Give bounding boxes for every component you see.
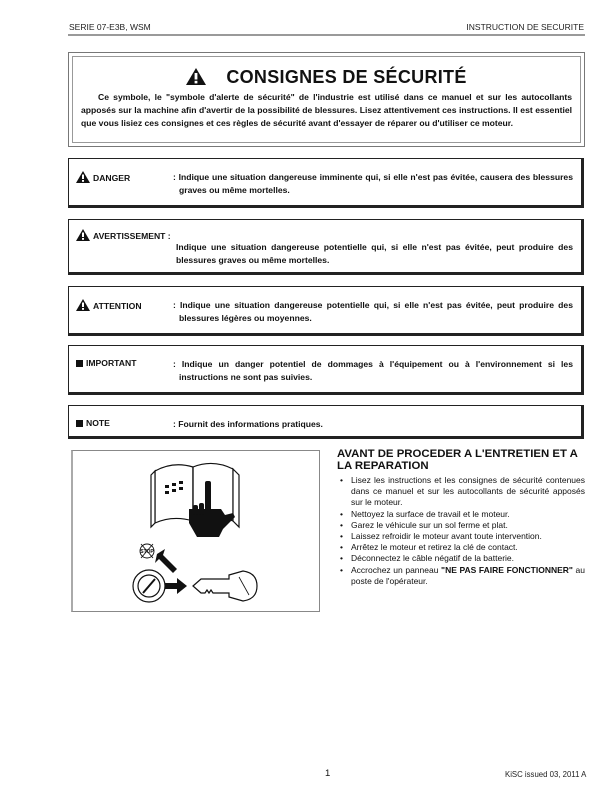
illustration-box bbox=[71, 450, 320, 612]
safety-alert-triangle-icon bbox=[186, 68, 206, 90]
maintenance-illustration bbox=[73, 451, 319, 611]
square-bullet-icon bbox=[76, 420, 83, 427]
maintenance-checklist bbox=[337, 475, 585, 587]
list-item-text: Accrochez un panneau bbox=[351, 564, 442, 575]
safety-intro-inner-frame bbox=[72, 56, 581, 143]
hazard-description: : Indique une situation dangereuse potentielle qui, si elle n'est pas évitée, peut produire des blessures légères ou moyennes. bbox=[173, 300, 573, 323]
hazard-box-caution bbox=[68, 286, 584, 336]
hazard-label-text: AVERTISSEMENT : bbox=[93, 231, 171, 241]
hazard-box-danger bbox=[68, 158, 584, 208]
list-item: • Arrêtez le moteur et retirez la clé de contact. bbox=[337, 542, 585, 553]
warning-triangle-icon bbox=[76, 171, 90, 185]
header-series: SERIE 07-E3B, WSM bbox=[69, 22, 151, 32]
hazard-text-warning: Indique une situation dangereuse potentielle qui, si elle n'est pas évitée, peut produire des blessures graves ou même mortelles. bbox=[176, 242, 573, 265]
warning-triangle-icon bbox=[76, 299, 90, 313]
square-bullet-icon bbox=[76, 360, 83, 367]
hazard-box-note bbox=[68, 405, 584, 439]
key-icon bbox=[193, 571, 257, 601]
list-item: • Nettoyez la surface de travail et le moteur. bbox=[337, 509, 585, 520]
page-number: 1 bbox=[325, 768, 331, 779]
page-title bbox=[73, 67, 580, 90]
hazard-label-text: ATTENTION bbox=[93, 301, 142, 311]
do-not-operate-label: "NE PAS FAIRE FONCTIONNER" bbox=[441, 564, 573, 575]
hazard-label-text: DANGER bbox=[93, 173, 131, 183]
svg-text:STOP: STOP bbox=[140, 549, 154, 555]
stop-symbol-icon bbox=[140, 544, 154, 558]
hazard-description: : Indique un danger potentiel de dommages à l'équipement ou à l'environnement si les instructions ne sont pas suivies. bbox=[173, 359, 573, 382]
header-rule bbox=[68, 34, 585, 36]
hazard-text-important bbox=[173, 358, 573, 384]
header-section-title: INSTRUCTION DE SECURITE bbox=[466, 22, 584, 32]
warning-triangle-icon bbox=[76, 229, 90, 243]
page-title-text: CONSIGNES DE SÉCURITÉ bbox=[226, 67, 467, 87]
hazard-description: : Indique une situation dangereuse imminente qui, si elle n'est pas évitée, causera des blessures graves ou même mortelles. bbox=[173, 172, 573, 195]
hazard-box-important bbox=[68, 345, 584, 395]
list-item: • Laissez refroidir le moteur avant toute intervention. bbox=[337, 531, 585, 542]
list-item bbox=[337, 565, 585, 587]
list-item: • Garez le véhicule sur un sol ferme et plat. bbox=[337, 520, 585, 531]
hazard-label-important bbox=[76, 358, 136, 368]
issue-info: KiSC issued 03, 2011 A bbox=[505, 770, 587, 779]
arrow-up-left-icon bbox=[155, 549, 177, 573]
safety-intro-text: Ce symbole, le "symbole d'alerte de sécurité" de l'industrie est utilisé dans ce manuel et sur les autocollants apposés sur la machine afin d'avertir de la possibilité de blessures. Lisez attentivement ces instructions. Il est essentiel que vous lisiez ces consignes et ces règles de sécurité avant d'essayer de réparer ou d'utiliser ce moteur. bbox=[81, 92, 572, 129]
hazard-label-warning bbox=[76, 229, 171, 243]
safety-intro-box bbox=[68, 52, 585, 147]
hazard-text-danger bbox=[173, 171, 573, 197]
ignition-switch-icon bbox=[133, 570, 165, 602]
list-item: • Lisez les instructions et les consignes de sécurité contenues dans ce manuel et sur les autocollants de sécurité apposés sur le moteur. bbox=[337, 475, 585, 509]
hazard-label-danger bbox=[76, 171, 130, 185]
hazard-text-note: : Fournit des informations pratiques. bbox=[173, 419, 323, 429]
hazard-text-caution bbox=[173, 299, 573, 325]
list-item-text: au poste de l'opérateur. bbox=[351, 564, 585, 586]
hazard-label-note bbox=[76, 418, 110, 428]
hazard-label-text: IMPORTANT bbox=[86, 358, 137, 368]
arrow-right-icon bbox=[165, 578, 187, 594]
hazard-box-warning bbox=[68, 219, 584, 275]
hazard-label-caution bbox=[76, 299, 142, 313]
section-title: AVANT DE PROCEDER A L'ENTRETIEN ET A LA REPARATION bbox=[337, 448, 578, 472]
hazard-label-text: NOTE bbox=[86, 418, 110, 428]
list-item: • Déconnectez le câble négatif de la batterie. bbox=[337, 553, 585, 564]
